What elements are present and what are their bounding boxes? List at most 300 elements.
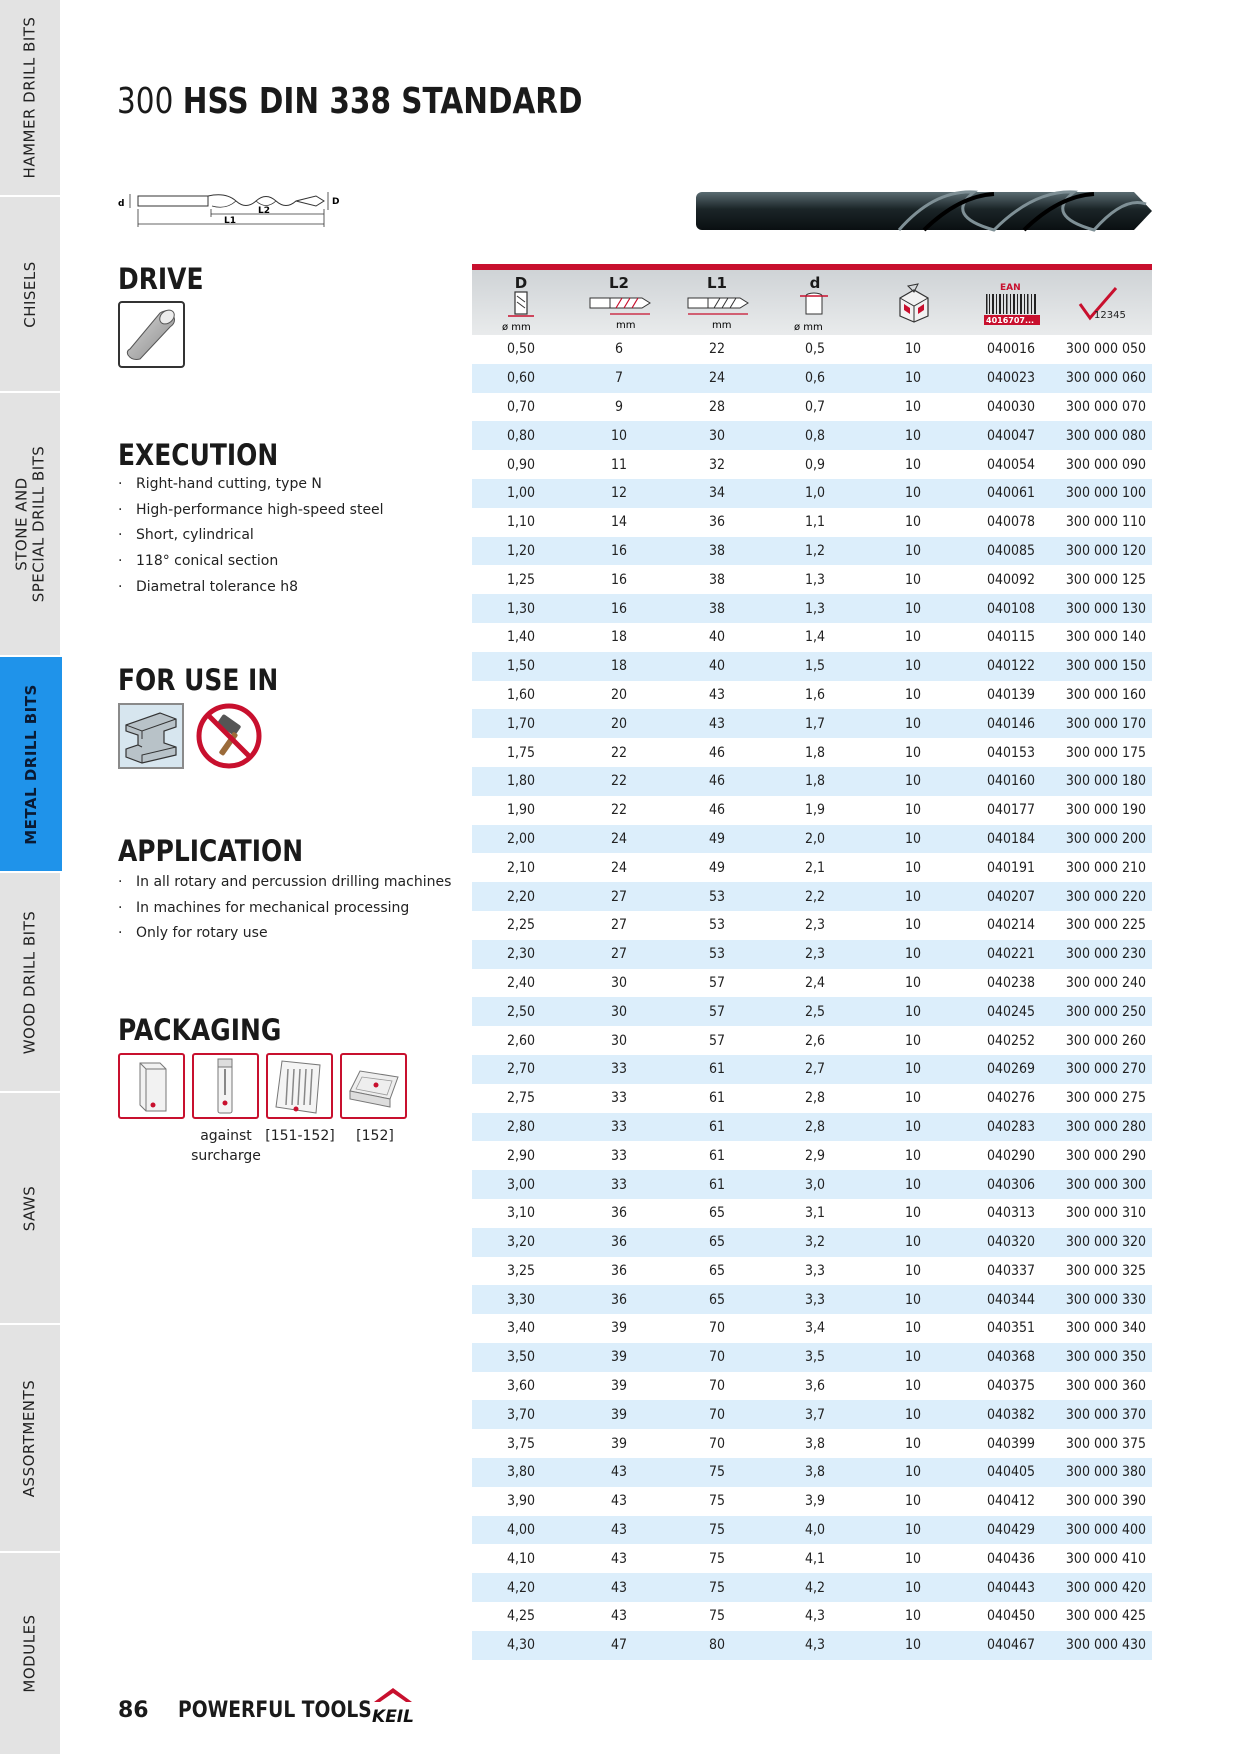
table-cell: 22 — [708, 341, 726, 358]
packaging-caption: [152] — [356, 1128, 394, 1144]
table-row — [472, 1343, 1152, 1372]
table-cell: 10 — [904, 542, 922, 559]
table-cell: 39 — [610, 1435, 628, 1452]
table-cell: 040016 — [986, 341, 1036, 358]
list-item: · Short, cylindrical — [118, 527, 254, 544]
table-row — [472, 825, 1152, 854]
execution-heading: EXECUTION — [118, 438, 279, 472]
header-d: d ø mm — [766, 270, 864, 335]
table-row — [472, 853, 1152, 882]
table-cell: 4,30 — [506, 1637, 536, 1654]
table-cell: 2,8 — [804, 1118, 826, 1135]
table-cell: 3,3 — [804, 1291, 826, 1308]
table-cell: 040061 — [986, 485, 1036, 502]
table-row — [472, 1602, 1152, 1631]
table-cell: 10 — [904, 1579, 922, 1596]
table-cell: 040207 — [986, 888, 1036, 905]
table-cell: 1,40 — [506, 629, 536, 646]
table-header — [472, 264, 1152, 335]
table-row — [472, 882, 1152, 911]
table-cell: 0,8 — [804, 427, 826, 444]
table-cell: 300 000 140 — [1065, 629, 1147, 646]
table-cell: 300 000 100 — [1065, 485, 1147, 502]
svg-text:mm: mm — [616, 320, 636, 331]
table-cell: 10 — [904, 341, 922, 358]
table-cell: 300 000 275 — [1065, 1090, 1147, 1107]
table-cell: 2,40 — [506, 974, 536, 991]
list-item: · Right-hand cutting, type N — [118, 476, 322, 492]
table-cell: 75 — [708, 1550, 726, 1567]
table-cell: 0,6 — [804, 370, 826, 387]
table-cell: 11 — [610, 456, 628, 473]
table-cell: 0,80 — [506, 427, 536, 444]
table-cell: 300 000 190 — [1065, 802, 1147, 819]
table-cell: 43 — [610, 1464, 628, 1481]
table-cell: 300 000 150 — [1065, 658, 1147, 675]
table-row — [472, 1573, 1152, 1602]
tab-hammer-drill-bits[interactable] — [0, 0, 60, 197]
table-cell: 300 000 430 — [1065, 1637, 1147, 1654]
article-number-icon — [1076, 284, 1138, 324]
diameter-icon — [502, 290, 542, 334]
svg-text:mm: mm — [712, 320, 732, 331]
table-cell: 36 — [610, 1205, 628, 1222]
table-cell: 38 — [708, 600, 726, 617]
table-cell: 36 — [610, 1291, 628, 1308]
table-cell: 75 — [708, 1464, 726, 1481]
table-cell: 300 000 425 — [1065, 1608, 1147, 1625]
table-cell: 75 — [708, 1579, 726, 1596]
table-cell: 2,1 — [804, 859, 826, 876]
table-row — [472, 594, 1152, 623]
table-cell: 75 — [708, 1608, 726, 1625]
list-item: · In all rotary and percussion drilling machines — [118, 874, 452, 890]
table-cell: 300 000 060 — [1065, 370, 1147, 387]
tab-modules[interactable] — [0, 1553, 60, 1754]
table-cell: 43 — [708, 715, 726, 732]
header-pack-qty — [864, 270, 962, 335]
table-cell: 040269 — [986, 1061, 1036, 1078]
table-cell: 040146 — [986, 715, 1036, 732]
table-cell: 1,70 — [506, 715, 536, 732]
table-cell: 10 — [904, 859, 922, 876]
table-row — [472, 1141, 1152, 1170]
table-cell: 10 — [904, 629, 922, 646]
table-row — [472, 421, 1152, 450]
table-cell: 38 — [708, 571, 726, 588]
table-cell: 28 — [708, 398, 726, 415]
table-cell: 300 000 170 — [1065, 715, 1147, 732]
flute-length-icon — [588, 292, 652, 334]
table-row — [472, 652, 1152, 681]
table-cell: 300 000 340 — [1065, 1320, 1147, 1337]
tab-assortments[interactable] — [0, 1325, 60, 1553]
table-cell: 040405 — [986, 1464, 1036, 1481]
table-cell: 1,90 — [506, 802, 536, 819]
table-row — [472, 969, 1152, 998]
tab-chisels[interactable] — [0, 197, 60, 393]
table-cell: 9 — [614, 398, 624, 415]
table-cell: 040153 — [986, 744, 1036, 761]
table-cell: 2,25 — [506, 917, 536, 934]
header-L1: L1 mm — [668, 270, 766, 335]
table-cell: 040191 — [986, 859, 1036, 876]
table-cell: 4,0 — [804, 1522, 826, 1539]
table-cell: 300 000 230 — [1065, 946, 1147, 963]
table-cell: 33 — [610, 1176, 628, 1193]
table-cell: 040238 — [986, 974, 1036, 991]
cassette-icon — [266, 1053, 333, 1119]
table-cell: 30 — [708, 427, 726, 444]
table-cell: 3,80 — [506, 1464, 536, 1481]
for-use-in-heading: FOR USE IN — [118, 663, 279, 697]
table-cell: 3,40 — [506, 1320, 536, 1337]
table-cell: 1,20 — [506, 542, 536, 559]
table-cell: 61 — [708, 1118, 726, 1135]
table-cell: 300 000 320 — [1065, 1234, 1147, 1251]
table-cell: 4,25 — [506, 1608, 536, 1625]
tab-saws[interactable] — [0, 1093, 60, 1325]
table-cell: 040313 — [986, 1205, 1036, 1222]
table-cell: 10 — [904, 888, 922, 905]
table-cell: 27 — [610, 917, 628, 934]
table-cell: 3,30 — [506, 1291, 536, 1308]
table-row — [472, 1487, 1152, 1516]
table-cell: 300 000 420 — [1065, 1579, 1147, 1596]
table-cell: 040177 — [986, 802, 1036, 819]
table-cell: 39 — [610, 1378, 628, 1395]
table-cell: 3,1 — [804, 1205, 826, 1222]
application-list — [118, 870, 451, 947]
table-cell: 300 000 390 — [1065, 1493, 1147, 1510]
table-row — [472, 1026, 1152, 1055]
table-cell: 2,3 — [804, 917, 826, 934]
table-cell: 040122 — [986, 658, 1036, 675]
table-cell: 300 000 050 — [1065, 341, 1147, 358]
table-cell: 300 000 180 — [1065, 773, 1147, 790]
table-row — [472, 479, 1152, 508]
table-cell: 10 — [904, 830, 922, 847]
table-cell: 3,2 — [804, 1234, 826, 1251]
table-cell: 6 — [614, 341, 624, 358]
total-length-icon — [686, 292, 750, 334]
table-cell: 39 — [610, 1406, 628, 1423]
table-cell: 33 — [610, 1061, 628, 1078]
table-row — [472, 1285, 1152, 1314]
table-row — [472, 393, 1152, 422]
table-cell: 1,50 — [506, 658, 536, 675]
table-cell: 300 000 375 — [1065, 1435, 1147, 1452]
table-cell: 040023 — [986, 370, 1036, 387]
table-cell: 10 — [904, 1061, 922, 1078]
table-cell: 4,20 — [506, 1579, 536, 1596]
table-cell: 300 000 200 — [1065, 830, 1147, 847]
table-row — [472, 1429, 1152, 1458]
table-cell: 040092 — [986, 571, 1036, 588]
table-cell: 2,90 — [506, 1147, 536, 1164]
table-cell: 57 — [708, 974, 726, 991]
dimension-sketch — [116, 190, 346, 234]
table-row — [472, 508, 1152, 537]
tab-stone-special-drill-bits[interactable] — [0, 393, 60, 657]
table-cell: 57 — [708, 1003, 726, 1020]
table-cell: 040160 — [986, 773, 1036, 790]
table-cell: 10 — [904, 1262, 922, 1279]
table-cell: 43 — [610, 1493, 628, 1510]
pack-quantity-icon — [894, 282, 934, 324]
table-cell: 3,25 — [506, 1262, 536, 1279]
sketch-L1-label: L1 — [224, 216, 236, 226]
table-cell: 1,10 — [506, 514, 536, 531]
table-cell: 10 — [904, 946, 922, 963]
table-row — [472, 681, 1152, 710]
svg-text:12345: 12345 — [1094, 310, 1126, 321]
table-row — [472, 1372, 1152, 1401]
packaging-caption: [151-152] — [265, 1128, 335, 1144]
table-row — [472, 1544, 1152, 1573]
table-row — [472, 1113, 1152, 1142]
table-cell: 4,1 — [804, 1550, 826, 1567]
table-cell: 2,9 — [804, 1147, 826, 1164]
table-cell: 300 000 360 — [1065, 1378, 1147, 1395]
table-cell: 040429 — [986, 1522, 1036, 1539]
table-row — [472, 738, 1152, 767]
table-cell: 18 — [610, 629, 628, 646]
table-cell: 10 — [904, 1205, 922, 1222]
table-cell: 46 — [708, 773, 726, 790]
table-cell: 040078 — [986, 514, 1036, 531]
table-cell: 040412 — [986, 1493, 1036, 1510]
table-cell: 0,60 — [506, 370, 536, 387]
tab-label: SAWS — [20, 1185, 39, 1231]
table-cell: 53 — [708, 917, 726, 934]
packaging-caption: against surcharge — [191, 1128, 261, 1164]
tab-label: STONE AND SPECIAL DRILL BITS — [12, 445, 48, 603]
table-cell: 10 — [904, 485, 922, 502]
packaging-heading: PACKAGING — [118, 1013, 282, 1047]
table-cell: 65 — [708, 1291, 726, 1308]
table-cell: 16 — [610, 600, 628, 617]
table-cell: 61 — [708, 1147, 726, 1164]
table-row — [472, 1400, 1152, 1429]
table-cell: 10 — [904, 1406, 922, 1423]
table-cell: 24 — [610, 859, 628, 876]
sketch-D-label: D — [332, 197, 340, 207]
table-cell: 46 — [708, 744, 726, 761]
table-cell: 1,80 — [506, 773, 536, 790]
svg-text:EAN: EAN — [1000, 283, 1021, 293]
header-D: D ø mm — [472, 270, 570, 335]
table-cell: 040375 — [986, 1378, 1036, 1395]
drill-bit-image — [694, 186, 1154, 238]
table-cell: 3,20 — [506, 1234, 536, 1251]
table-cell: 10 — [904, 1637, 922, 1654]
product-number: 300 — [117, 81, 174, 122]
table-cell: 10 — [904, 974, 922, 991]
table-cell: 300 000 350 — [1065, 1349, 1147, 1366]
table-cell: 10 — [904, 600, 922, 617]
table-cell: 300 000 330 — [1065, 1291, 1147, 1308]
table-cell: 53 — [708, 946, 726, 963]
tab-label: CHISELS — [20, 260, 39, 328]
table-cell: 65 — [708, 1262, 726, 1279]
table-cell: 040184 — [986, 830, 1036, 847]
table-cell: 43 — [610, 1522, 628, 1539]
table-cell: 1,3 — [804, 600, 826, 617]
table-cell: 10 — [904, 1032, 922, 1049]
table-cell: 10 — [904, 1349, 922, 1366]
table-cell: 70 — [708, 1378, 726, 1395]
table-cell: 40 — [708, 629, 726, 646]
brand-name: KEIL — [372, 1707, 414, 1726]
table-cell: 16 — [610, 542, 628, 559]
table-cell: 3,70 — [506, 1406, 536, 1423]
page-title — [117, 80, 583, 124]
table-cell: 10 — [904, 1378, 922, 1395]
table-cell: 3,0 — [804, 1176, 826, 1193]
table-cell: 2,5 — [804, 1003, 826, 1020]
shank-diameter-icon — [794, 290, 840, 334]
table-cell: 3,8 — [804, 1435, 826, 1452]
table-body — [472, 335, 1152, 1660]
tab-label: ASSORTMENTS — [20, 1379, 39, 1497]
table-cell: 24 — [610, 830, 628, 847]
table-cell: 300 000 090 — [1065, 456, 1147, 473]
table-cell: 10 — [904, 658, 922, 675]
table-row — [472, 1458, 1152, 1487]
table-cell: 39 — [610, 1320, 628, 1337]
table-cell: 43 — [708, 686, 726, 703]
table-cell: 43 — [610, 1550, 628, 1567]
table-cell: 47 — [610, 1637, 628, 1654]
table-cell: 300 000 400 — [1065, 1522, 1147, 1539]
table-cell: 43 — [610, 1608, 628, 1625]
table-cell: 80 — [708, 1637, 726, 1654]
table-cell: 33 — [610, 1147, 628, 1164]
table-cell: 2,50 — [506, 1003, 536, 1020]
metal-case-icon — [340, 1053, 407, 1119]
table-cell: 3,75 — [506, 1435, 536, 1452]
table-cell: 040115 — [986, 629, 1036, 646]
tab-label: WOOD DRILL BITS — [20, 910, 39, 1054]
no-hammer-icon — [196, 703, 262, 769]
table-cell: 300 000 410 — [1065, 1550, 1147, 1567]
table-cell: 2,30 — [506, 946, 536, 963]
table-cell: 300 000 225 — [1065, 917, 1147, 934]
table-cell: 300 000 160 — [1065, 686, 1147, 703]
table-cell: 61 — [708, 1176, 726, 1193]
table-cell: 61 — [708, 1061, 726, 1078]
table-cell: 1,2 — [804, 542, 826, 559]
table-cell: 10 — [904, 1608, 922, 1625]
table-cell: 10 — [904, 1550, 922, 1567]
table-cell: 10 — [904, 744, 922, 761]
table-cell: 16 — [610, 571, 628, 588]
table-row — [472, 565, 1152, 594]
table-cell: 10 — [904, 1003, 922, 1020]
table-cell: 300 000 220 — [1065, 888, 1147, 905]
table-row — [472, 1631, 1152, 1660]
table-cell: 10 — [904, 1176, 922, 1193]
table-cell: 14 — [610, 514, 628, 531]
table-cell: 040450 — [986, 1608, 1036, 1625]
table-cell: 70 — [708, 1349, 726, 1366]
table-cell: 300 000 120 — [1065, 542, 1147, 559]
table-cell: 30 — [610, 974, 628, 991]
table-cell: 040252 — [986, 1032, 1036, 1049]
table-cell: 300 000 240 — [1065, 974, 1147, 991]
table-row — [472, 911, 1152, 940]
table-cell: 70 — [708, 1435, 726, 1452]
table-cell: 040047 — [986, 427, 1036, 444]
table-cell: 3,60 — [506, 1378, 536, 1395]
table-row — [472, 997, 1152, 1026]
table-cell: 300 000 250 — [1065, 1003, 1147, 1020]
table-cell: 34 — [708, 485, 726, 502]
table-cell: 75 — [708, 1493, 726, 1510]
table-cell: 040245 — [986, 1003, 1036, 1020]
table-cell: 040283 — [986, 1118, 1036, 1135]
table-cell: 10 — [904, 1291, 922, 1308]
table-cell: 49 — [708, 830, 726, 847]
table-cell: 36 — [708, 514, 726, 531]
plastic-tube-icon — [192, 1053, 259, 1119]
table-cell: 300 000 070 — [1065, 398, 1147, 415]
table-cell: 18 — [610, 658, 628, 675]
table-cell: 3,5 — [804, 1349, 826, 1366]
table-cell: 57 — [708, 1032, 726, 1049]
table-cell: 10 — [904, 1435, 922, 1452]
table-cell: 2,0 — [804, 830, 826, 847]
table-cell: 4,00 — [506, 1522, 536, 1539]
table-cell: 040108 — [986, 600, 1036, 617]
table-cell: 300 000 280 — [1065, 1118, 1147, 1135]
table-cell: 10 — [904, 1522, 922, 1539]
table-cell: 65 — [708, 1205, 726, 1222]
table-cell: 2,70 — [506, 1061, 536, 1078]
table-cell: 300 000 110 — [1065, 514, 1147, 531]
table-cell: 10 — [904, 1493, 922, 1510]
table-cell: 1,30 — [506, 600, 536, 617]
table-row — [472, 1228, 1152, 1257]
table-cell: 2,7 — [804, 1061, 826, 1078]
table-cell: 30 — [610, 1032, 628, 1049]
table-row — [472, 1257, 1152, 1286]
tab-metal-drill-bits[interactable] — [0, 657, 62, 873]
table-cell: 040436 — [986, 1550, 1036, 1567]
table-row — [472, 1084, 1152, 1113]
table-cell: 040443 — [986, 1579, 1036, 1596]
table-cell: 0,7 — [804, 398, 826, 415]
table-cell: 10 — [904, 398, 922, 415]
table-cell: 040351 — [986, 1320, 1036, 1337]
table-cell: 2,3 — [804, 946, 826, 963]
table-cell: 22 — [610, 802, 628, 819]
table-cell: 61 — [708, 1090, 726, 1107]
table-cell: 040368 — [986, 1349, 1036, 1366]
svg-text:ø mm: ø mm — [502, 322, 531, 333]
tab-label: METAL DRILL BITS — [21, 683, 40, 845]
table-cell: 10 — [904, 1464, 922, 1481]
table-cell: 1,4 — [804, 629, 826, 646]
tab-wood-drill-bits[interactable] — [0, 873, 60, 1093]
table-cell: 040467 — [986, 1637, 1036, 1654]
table-cell: 0,5 — [804, 341, 826, 358]
table-cell: 3,90 — [506, 1493, 536, 1510]
table-cell: 1,8 — [804, 773, 826, 790]
table-cell: 040399 — [986, 1435, 1036, 1452]
list-item: · Diametral tolerance h8 — [118, 578, 298, 595]
